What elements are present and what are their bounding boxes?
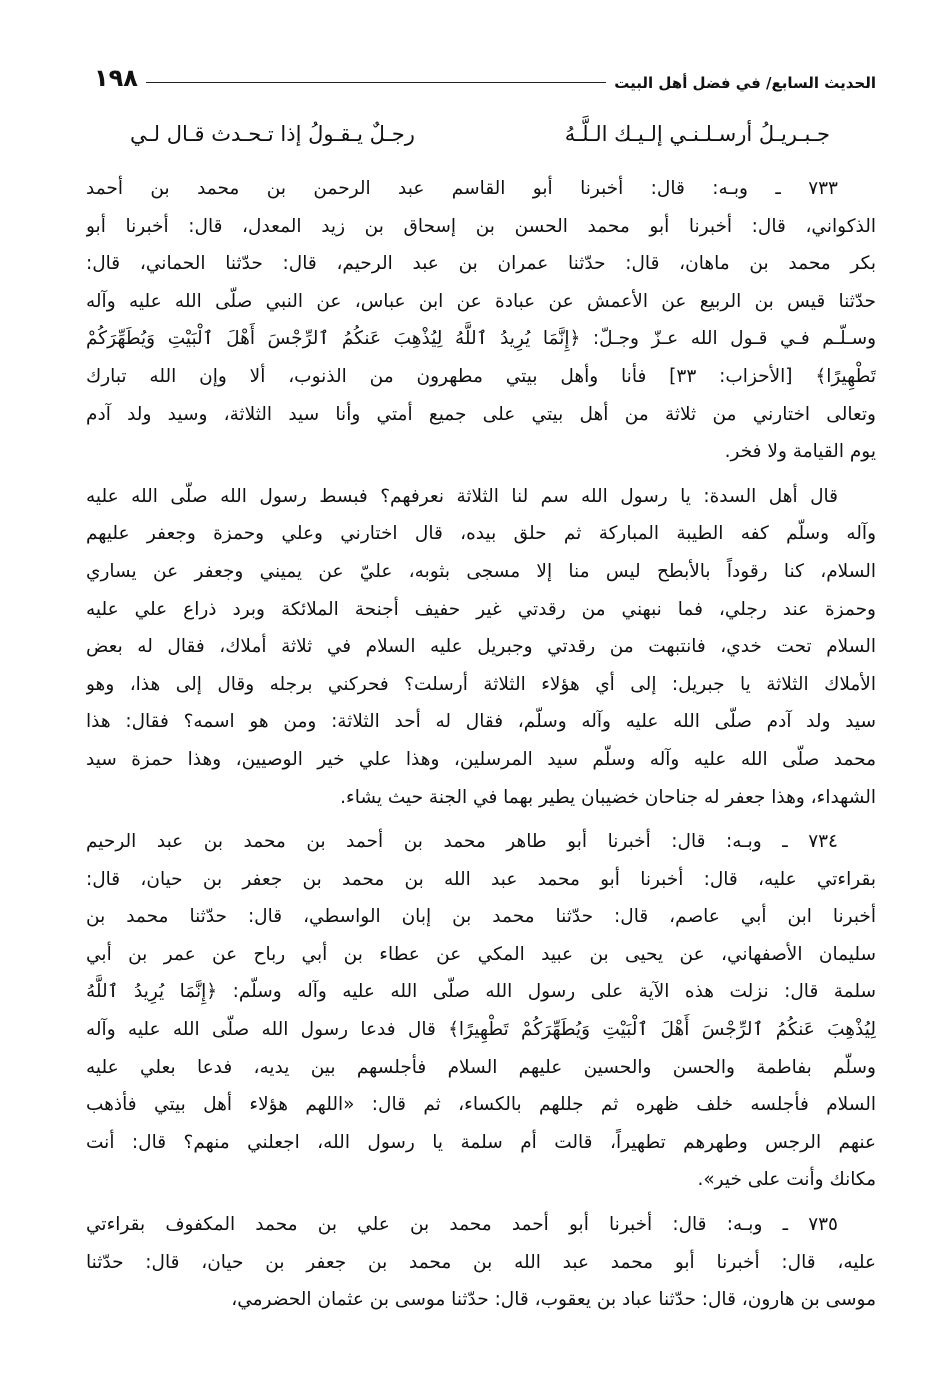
- text-line: تَطْهِيرًا﴾ [الأحزاب: ٣٣] فأنا وأهل بيتي مطهرون من الذنوب، ألا وإن الله تبارك: [86, 365, 876, 387]
- header-rule: [146, 82, 606, 83]
- poetry-verse: [130, 122, 830, 146]
- body-text: [86, 170, 876, 1326]
- text-line: الشهداء، وهذا جعفر له جناحان خضيبان يطير بهما في الجنة حيث يشاء.: [340, 786, 876, 808]
- text-line: عليه، قال: أخبرنا أبو محمد عبد الله بن محمد بن جعفر بن حيان، قال: حدّثنا: [86, 1251, 876, 1273]
- page-header: [86, 58, 876, 92]
- text-line: السلام، كنا رقوداً بالأبطح ليس منا إلا مسجى بثوبه، عليّ عن يميني وجعفر عن يساري: [86, 560, 876, 582]
- text-line: بقراءتي عليه، قال: أخبرنا أبو محمد عبد الله بن محمد بن جعفر بن حيان، قال:: [86, 868, 876, 890]
- text-line: الذكواني، قال: أخبرنا أبو محمد الحسن بن إسحاق بن زيد المعدل، قال: أخبرنا أبو: [86, 215, 876, 237]
- paragraph: [86, 1206, 876, 1319]
- text-line: سيد ولد آدم صلّى الله عليه وآله وسلّم، فقال له أحد الثلاثة: ومن هو اسمه؟ فقال: هذا: [86, 711, 876, 733]
- text-line: وسلّم بفاطمة والحسن والحسين عليهم السلام فأجلسهم بين يديه، فدعا بعلي عليه: [86, 1056, 876, 1078]
- text-line: وحمزة عند رجلي، فما نبهني من رقدتي غير حفيف أجنحة الملائكة وبرد ذراع علي عليه: [86, 598, 876, 620]
- text-line: مكانك وأنت على خير».: [697, 1169, 876, 1191]
- text-line: يوم القيامة ولا فخر.: [724, 441, 876, 463]
- text-line: سليمان الأصفهاني، عن يحيى بن عبيد المكي عن عطاء بن أبي رباح عن عمر بن أبي: [86, 943, 876, 965]
- running-title: الحديث السابع/ في فضل أهل البيت: [614, 74, 876, 92]
- text-line: ٧٣٣ ـ وبـه: قال: أخبرنا أبو القاسم عبد الرحمن بن محمد بن أحمد: [86, 178, 838, 199]
- text-line: محمد صلّى الله عليه وآله وسلّم سيد المرسلين، وهذا علي خير الوصيين، وهذا حمزة سيد: [86, 748, 876, 770]
- text-line: موسى بن هارون، قال: حدّثنا عباد بن يعقوب، قال: حدّثنا موسى بن عثمان الحضرمي،: [231, 1289, 876, 1311]
- text-line: وتعالى اختارني من ثلاثة من أهل بيتي على جميع أمتي وأنا سيد الثلاثة، وسيد ولد آدم: [86, 403, 876, 425]
- text-line: ٧٣٥ ـ وبـه: قال: أخبرنا أبو أحمد محمد بن علي بن محمد المكفوف بقراءتي: [86, 1214, 838, 1236]
- text-line: أخبرنا ابن أبي عاصم، قال: حدّثنا محمد بن إبان الواسطي، قال: حدّثنا محمد بن: [86, 906, 876, 928]
- text-line: قال أهل السدة: يا رسول الله سم لنا الثلاثة نعرفهم؟ فبسط رسول الله صلّى الله عليه: [86, 485, 838, 507]
- text-line: السلام تحت خدي، فانتبهت من رقدتي وجبريل عليه السلام في ثلاثة أملاك، فقال له بعض: [86, 636, 876, 658]
- verse-hemistich-right: جـبـريـلُ أرسـلـنـي إلـيـك الـلَّـهُ: [564, 122, 830, 146]
- text-line: حدّثنا قيس بن الربيع عن الأعمش عن عبادة عن ابن عباس، عن النبي صلّى الله عليه وآله: [86, 290, 876, 312]
- text-line: بكر محمد بن ماهان، قال: حدّثنا عمران بن عبد الرحيم، قال: حدّثنا الحماني، قال:: [86, 253, 876, 275]
- text-line: سلمة قال: نزلت هذه الآية على رسول الله صلّى الله عليه وآله وسلّم: ﴿إِنَّمَا يُرِيدُ ٱللَّهُ: [86, 981, 876, 1003]
- paragraph: [86, 823, 876, 1199]
- page-number: ١٩٨: [94, 64, 138, 92]
- text-line: ٧٣٤ ـ وبـه: قال: أخبرنا أبو طاهر محمد بن أحمد بن محمد بن عبد الرحيم: [86, 831, 838, 853]
- text-line: وآله وسلّم كفه الطيبة المباركة ثم حلق بيده، قال اختارني وعلي وحمزة وجعفر عليهم: [86, 523, 876, 545]
- text-line: لِيُذْهِبَ عَنكُمُ ٱلرِّجْسَ أَهْلَ ٱلْبَيْتِ وَيُطَهِّرَكُمْ تَطْهِيرًا﴾ قال فدعا رسول الله صلّى الله عليه وآله: [86, 1019, 876, 1041]
- text-line: وسـلّـم فـي قـول الله عـزّ وجـلّ: ﴿إِنَّمَا يُرِيدُ ٱللَّهُ لِيُذْهِبَ عَنكُمُ ٱلرِّجْسَ أَهْلَ ٱلْبَيْتِ وَيُطَهِّرَكُمْ: [86, 328, 876, 350]
- text-line: الأملاك الثلاثة يا جبريل: إلى أي هؤلاء الثلاثة أرسلت؟ فحركني برجله وقال إلى هذا، وهو: [86, 673, 876, 695]
- text-line: عنهم الرجس وطهرهم تطهيراً، قالت أم سلمة يا رسول الله، اجعلني منهم؟ قال: أنت: [86, 1131, 876, 1153]
- text-line: السلام فأجلسه خلف ظهره ثم جللهم بالكساء، ثم قال: «اللهم هؤلاء أهل بيتي فأذهب: [86, 1094, 876, 1116]
- paragraph: [86, 170, 876, 471]
- paragraph: [86, 478, 876, 816]
- verse-hemistich-left: رجـلٌ يـقـولُ إذا تـحـدث قـال لـي: [130, 122, 415, 146]
